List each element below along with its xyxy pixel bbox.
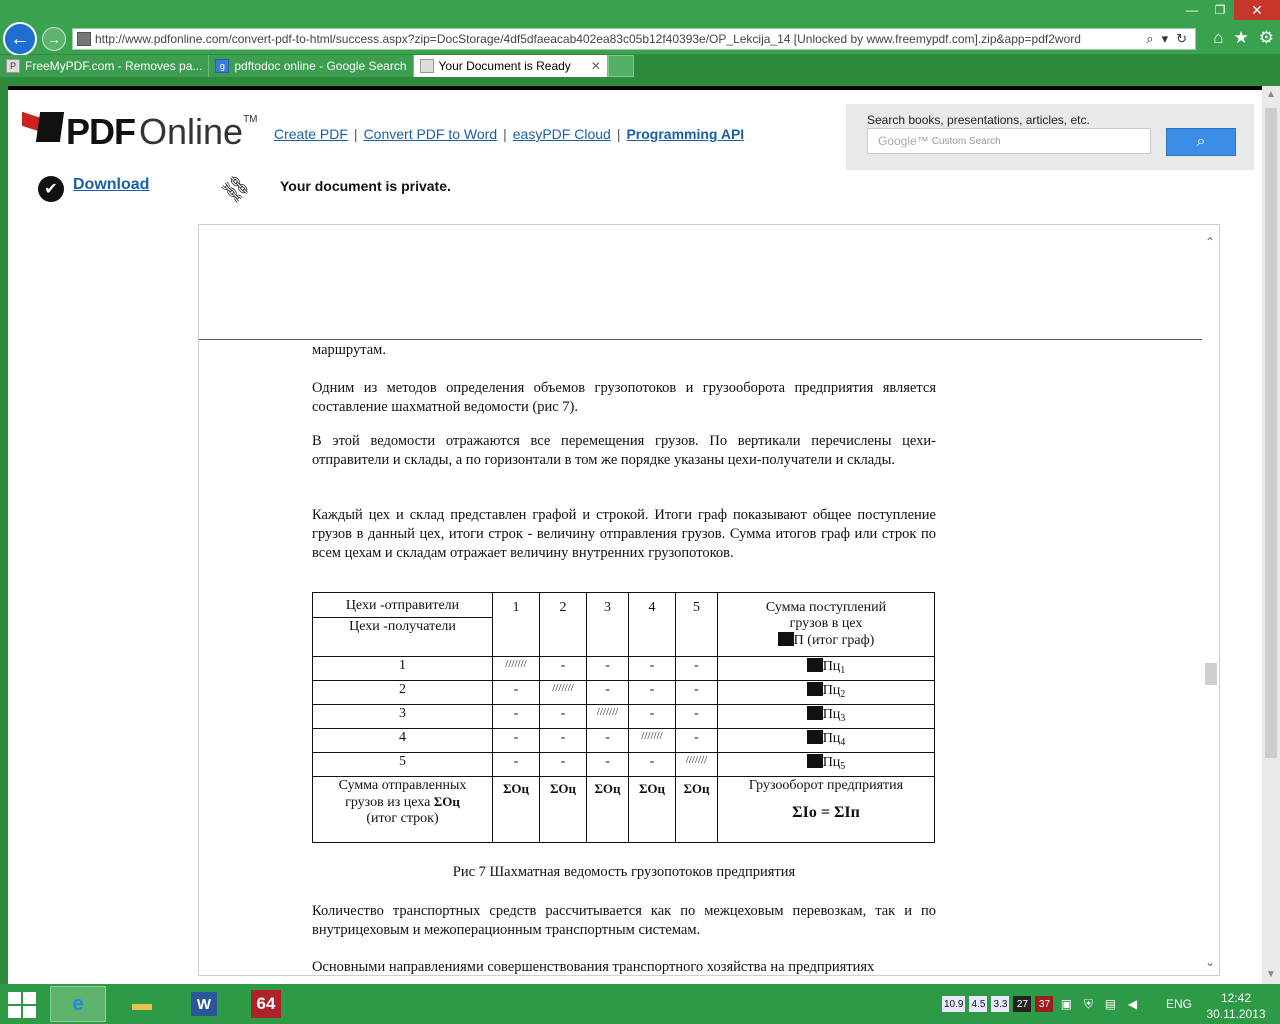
table-cell: - [676,705,718,729]
row-sum [718,705,935,729]
page-icon [420,59,434,73]
col-header: 2 [540,593,587,657]
row-sum [718,657,935,681]
page-break-divider [199,339,1202,340]
search-button[interactable] [1166,128,1236,156]
table-cell: /////// [587,705,629,729]
row-sum-text: Пц [822,659,841,674]
logo-text-online: Online [139,111,244,152]
tab-label: pdftodoc online - Google Search [234,59,407,73]
table-cell: - [587,657,629,681]
tray-indicator[interactable]: 10.9 [942,996,965,1012]
header-senders: Цехи -отправители [313,593,492,618]
address-url[interactable]: http://www.pdfonline.com/convert-pdf-to-html/success.aspx?zip=DocStorage/4df5dfaeacab402ea83c05b12f40393e/OP_Lekcija_14 [Unlocked by www.freemypdf.com].zip&app=pdf2word [95,32,1081,46]
table-cell: - [676,681,718,705]
browser-titlebar [0,0,1280,54]
row-sum-text: Пц [822,707,841,722]
tray-indicator[interactable]: 37 [1035,996,1053,1012]
clock-date: 30.11.2013 [1206,1007,1266,1021]
home-icon[interactable]: ⌂ [1213,28,1224,47]
sum-header-line: грузов в цех [789,616,863,631]
windows-start-icon[interactable] [8,992,36,1018]
formula-glyph-icon [807,730,823,744]
scroll-down-icon[interactable]: ▼ [1266,969,1276,980]
search-placeholder: Custom Search [931,135,1001,147]
row-sum [718,753,935,777]
formula-glyph-icon [807,706,823,720]
formula-glyph-icon [807,682,823,696]
col-header-sum [718,593,935,657]
doc-paragraph: Одним из методов определения объемов грузопотоков и грузооборота предприятия является составление шахматной ведомости (рис 7). [312,380,936,415]
doc-paragraph: Основными направлениями совершенствования транспортного хозяйства на предприятиях [312,959,875,975]
table-cell: - [540,753,587,777]
create-pdf-link[interactable]: Create PDF [274,126,348,142]
col-header: 3 [587,593,629,657]
table-cell: - [587,729,629,753]
table-cell: - [629,681,676,705]
table-cell: /////// [676,753,718,777]
row-sum [718,729,935,753]
scroll-thumb[interactable] [1205,663,1217,685]
page-scrollbar[interactable] [1262,86,1280,984]
tray-indicator[interactable]: 27 [1013,996,1031,1012]
footer-cell: ΣОц [540,777,587,843]
address-bar[interactable] [72,28,1196,50]
footer-label [313,777,493,843]
chess-statement-table [312,592,935,843]
table-row [313,729,935,753]
col-header: 5 [676,593,718,657]
col-header: 4 [629,593,676,657]
scroll-thumb[interactable] [1265,108,1277,758]
footer-label-symbol: ΣОц [433,794,460,809]
doc-paragraph: Каждый цех и склад представлен графой и строкой. Итоги граф показывают общее поступление грузов в данный цех, итоги строк - величину отправления грузов. Сумма итогов граф или строк по всем цехам и складам отражает величину внутренних грузопотоков. [312,507,936,561]
doc-paragraph: В этой ведомости отражаются все перемещения грузов. По вертикали перечислены цехи-отправители и склады, а по горизонтали в том же порядке указаны цехи-получатели и склады. [312,433,936,468]
system-tray [942,996,1141,1012]
back-button[interactable]: ← [3,22,37,56]
tab-strip [0,55,634,77]
table-row [313,753,935,777]
tray-indicator[interactable]: 3.3 [991,996,1009,1012]
row-sum-sub: 5 [840,761,846,772]
page-viewport [8,86,1262,984]
row-label: 5 [313,753,493,777]
table-cell: - [629,657,676,681]
search-panel [846,104,1254,170]
row-label: 2 [313,681,493,705]
close-window-icon[interactable]: ✕ [1234,0,1280,20]
row-sum [718,681,935,705]
footer-label-line: грузов из цеха [345,795,431,810]
sum-header-line: Сумма поступлений [765,600,887,615]
row-sum-text: Пц [822,755,841,770]
pdf-icon: P [6,59,20,73]
doc-paragraph: маршрутам. [312,342,386,358]
table-cell: - [540,705,587,729]
app-64-icon[interactable]: 64 [238,986,294,1022]
row-label: 1 [313,657,493,681]
programming-api-link[interactable]: Programming API [626,126,745,142]
row-sum-sub: 4 [840,737,846,748]
footer-cell: ΣОц [587,777,629,843]
formula-glyph-icon [778,632,794,646]
tab-google-search[interactable] [209,55,413,77]
table-row [313,657,935,681]
refresh-icon[interactable]: ↻ [1176,31,1187,46]
language-indicator[interactable]: ENG [1166,997,1193,1011]
table-footer-row [313,777,935,843]
logo-text-pdf: PDF [66,111,135,152]
footer-label-line: (итог строк) [366,811,439,826]
table-cell: - [540,657,587,681]
table-header-corner [313,593,493,657]
minimize-icon[interactable]: — [1186,3,1198,17]
footer-label-line: Сумма отправленных [338,778,467,793]
checkmark-icon: ✔ [38,176,64,202]
tab-label: Your Document is Ready [438,59,571,73]
table-row [313,705,935,729]
tray-indicator[interactable]: 4.5 [969,996,987,1012]
favorites-star-icon[interactable]: ★ [1233,28,1249,47]
window-controls [1178,0,1280,20]
monitor-icon[interactable]: ▣ [1060,997,1073,1011]
maximize-icon[interactable]: ❐ [1214,3,1226,17]
table-row [313,681,935,705]
doc-paragraph: Количество транспортных средств рассчитывается как по межцеховым перевозкам, так и по внутрицеховым и межоперационным транспортным системам. [312,903,936,938]
row-label: 4 [313,729,493,753]
link-icon[interactable]: ⛓ [216,169,255,208]
table-cell: - [540,729,587,753]
separator: | [616,126,621,142]
document-preview[interactable] [198,224,1220,976]
table-cell: /////// [540,681,587,705]
row-sum-text: Пц [822,683,841,698]
table-cell: /////// [629,729,676,753]
dropdown-icon[interactable]: ▾ [1161,31,1169,46]
separator: | [503,126,507,142]
pdfonline-logo[interactable] [22,110,258,153]
table-cell: /////// [493,657,540,681]
page-favicon-icon [77,32,91,46]
table-cell: - [587,753,629,777]
scroll-up-icon[interactable]: ▲ [1266,89,1276,100]
row-sum-sub: 2 [840,689,846,700]
privacy-note: Your document is private. [280,178,451,194]
sum-header-line: П (итог граф) [793,633,875,648]
download-link[interactable]: Download [73,176,150,193]
table-cell: - [587,681,629,705]
new-tab-button[interactable] [608,55,634,77]
volume-icon[interactable]: ◀ [1127,997,1138,1011]
clock[interactable] [1200,990,1272,1022]
network-icon[interactable]: ▤ [1104,997,1117,1011]
formula-glyph-icon [807,658,823,672]
table-cell: - [493,705,540,729]
scroll-up-icon[interactable]: ⌃ [1205,235,1216,249]
table-cell: - [493,729,540,753]
internet-explorer-icon[interactable]: e [50,986,106,1022]
row-sum-sub: 1 [840,665,846,676]
footer-cell: ΣОц [629,777,676,843]
search-label: Search books, presentations, articles, etc. [867,113,1090,127]
close-tab-icon[interactable]: ✕ [590,59,601,73]
forward-button[interactable]: → [42,27,66,51]
formula-glyph-icon [807,754,823,768]
tab-document-ready[interactable] [414,55,608,77]
top-nav-links [274,126,744,142]
table-cell: - [676,729,718,753]
separator: | [353,126,358,142]
search-icon: ⌕ [1196,133,1206,150]
table-cell: - [629,705,676,729]
file-explorer-icon[interactable]: ▬ [132,992,152,1015]
footer-cell: ΣОц [493,777,540,843]
settings-gear-icon[interactable]: ⚙ [1258,28,1274,47]
footer-sum [718,777,935,843]
search-input[interactable] [867,128,1151,154]
footer-sum-formula: ΣIo = ΣIп [792,804,860,821]
footer-sum-title: Грузооборот предприятия [748,778,904,793]
google-icon: g [215,59,229,73]
row-sum-text: Пц [822,731,841,746]
table-cell: - [493,681,540,705]
scroll-down-icon[interactable]: ⌄ [1205,955,1216,969]
footer-cell: ΣОц [676,777,718,843]
taskbar [0,984,1280,1024]
figure-caption: Рис 7 Шахматная ведомость грузопотоков предприятия [452,864,796,880]
logo-mark-icon [22,110,64,144]
table-cell: - [493,753,540,777]
tab-freemypdf[interactable] [0,55,209,77]
tab-label: FreeMyPDF.com - Removes pa... [25,59,203,73]
document-scrollbar[interactable] [1201,225,1219,975]
col-header: 1 [493,593,540,657]
table-cell: - [629,753,676,777]
convert-pdf-to-word-link[interactable]: Convert PDF to Word [363,126,498,142]
header-receivers: Цехи -получатели [349,619,456,634]
easypdf-cloud-link[interactable]: easyPDF Cloud [512,126,611,142]
word-icon[interactable]: W [176,986,232,1022]
google-brand: Google™ [878,134,929,148]
table-cell: - [676,657,718,681]
search-icon[interactable]: ⌕ [1146,31,1154,46]
clock-time: 12:42 [1220,991,1252,1005]
row-label: 3 [313,705,493,729]
shield-icon[interactable]: ⛨ [1083,996,1093,1011]
row-sum-sub: 3 [840,713,846,724]
logo-tm: TM [243,114,258,125]
